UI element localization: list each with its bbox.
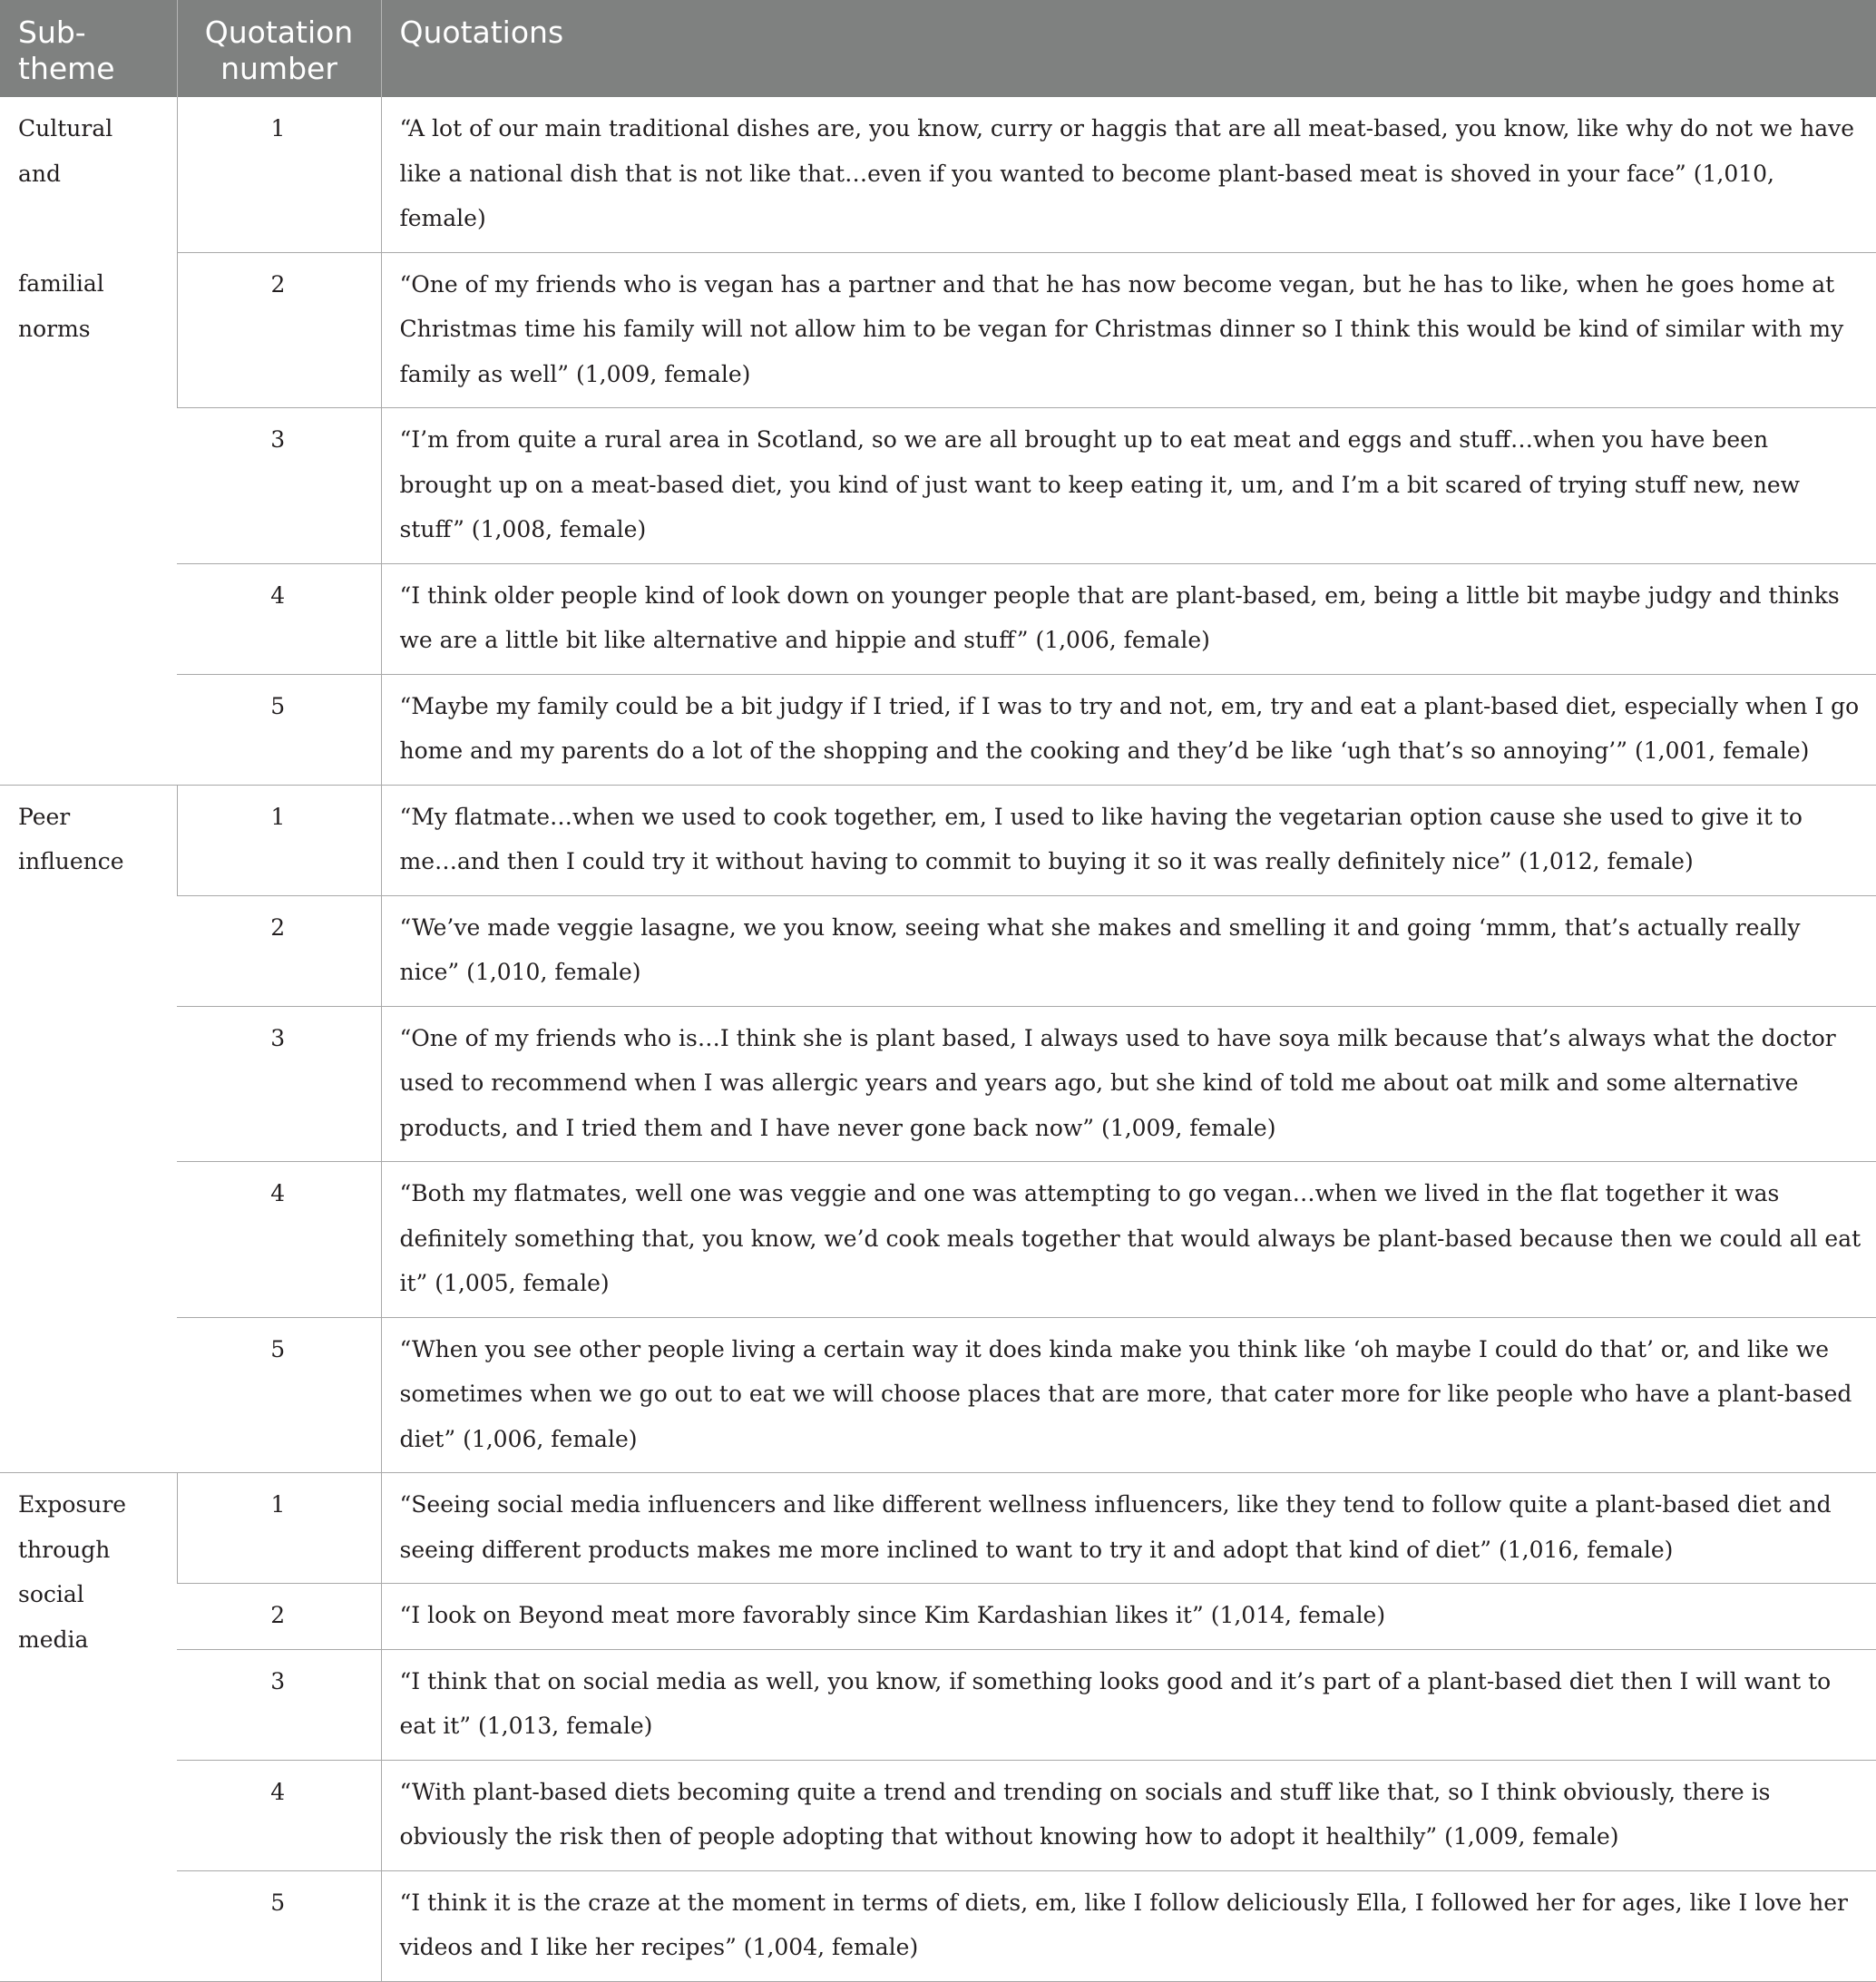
quotation-number-cell: 2 bbox=[177, 252, 381, 408]
quotation-cell: “One of my friends who is…I think she is plant based, I always used to have soya milk because that’s always what the doctor used to recommend when I was allergic years and years ago, but she kind of told me about oat milk and some alternative products, and I tried them and I have never gone back now” (1,009, female) bbox=[381, 1006, 1876, 1162]
table-row bbox=[0, 674, 1876, 785]
quotation-number-cell: 1 bbox=[177, 97, 381, 252]
table-row bbox=[0, 1870, 1876, 1981]
subtheme-cell: Exposure through social media bbox=[0, 1473, 177, 1982]
quotation-number-cell: 4 bbox=[177, 1162, 381, 1318]
header-quotation-number-label: Quotation number bbox=[204, 15, 354, 86]
quotation-number-cell: 3 bbox=[177, 1006, 381, 1162]
table-row bbox=[0, 1584, 1876, 1650]
quotation-number-cell: 5 bbox=[177, 1317, 381, 1473]
quotation-cell: “A lot of our main traditional dishes are, you know, curry or haggis that are all meat-based, you know, like why do not we have like a national dish that is not like that…even if you wanted to become plant-based meat is shoved in your face” (1,010, female) bbox=[381, 97, 1876, 252]
table-body bbox=[0, 97, 1876, 1981]
quotation-cell: “I think that on social media as well, you know, if something looks good and it’s part of a plant-based diet then I will want to eat it” (1,013, female) bbox=[381, 1649, 1876, 1760]
table-row bbox=[0, 563, 1876, 674]
table-row bbox=[0, 1760, 1876, 1870]
quotation-cell: “My flatmate…when we used to cook together, em, I used to like having the vegetarian option cause she used to give it to me…and then I could try it without having to commit to buying it so it was really definitely nice” (1,012, female) bbox=[381, 785, 1876, 895]
header-subtheme bbox=[0, 0, 177, 97]
subtheme-cell: Cultural and bbox=[18, 115, 113, 187]
header-subtheme-label: Sub- theme bbox=[18, 15, 115, 86]
table-row bbox=[0, 895, 1876, 1006]
table-row bbox=[0, 1006, 1876, 1162]
header-row bbox=[0, 0, 1876, 97]
quotation-cell: “I’m from quite a rural area in Scotland, so we are all brought up to eat meat and eggs and stuff…when you have been brought up on a meat-based diet, you kind of just want to keep eating it, um, and I’m a bit scared of trying stuff new, new stuff” (1,008, female) bbox=[381, 408, 1876, 564]
quotation-cell: “I think it is the craze at the moment in terms of diets, em, like I follow deliciously Ella, I followed her for ages, like I love her videos and I like her recipes” (1,004, female) bbox=[381, 1870, 1876, 1981]
quotation-number-cell: 1 bbox=[177, 785, 381, 895]
quotation-cell: “Both my flatmates, well one was veggie and one was attempting to go vegan…when we lived in the flat together it was definitely something that, you know, we’d cook meals together that would always be plant-based because then we could all eat it” (1,005, female) bbox=[381, 1162, 1876, 1318]
quotation-cell: “Maybe my family could be a bit judgy if I tried, if I was to try and not, em, try and eat a plant-based diet, especially when I go home and my parents do a lot of the shopping and the cooking and they’d be like ‘ugh that’s so annoying’” (1,001, female) bbox=[381, 674, 1876, 785]
table-row bbox=[0, 1649, 1876, 1760]
quotation-cell: “I look on Beyond meat more favorably since Kim Kardashian likes it” (1,014, female) bbox=[381, 1584, 1876, 1650]
header-quotation-number bbox=[177, 0, 381, 97]
quotation-cell: “Seeing social media influencers and like different wellness influencers, like they tend to follow quite a plant-based diet and seeing different products makes me more inclined to want to try it and adopt that kind of diet” (1,016, female) bbox=[381, 1473, 1876, 1584]
quotation-number-cell: 4 bbox=[177, 1760, 381, 1870]
table-row bbox=[0, 408, 1876, 564]
header-quotations bbox=[381, 0, 1876, 97]
quotation-number-cell: 2 bbox=[177, 1584, 381, 1650]
quotation-cell: “I think older people kind of look down on younger people that are plant-based, em, being a little bit maybe judgy and thinks we are a little bit like alternative and hippie and stuff” (1,006, female) bbox=[381, 563, 1876, 674]
quotation-number-cell: 2 bbox=[177, 895, 381, 1006]
subtheme-cell: familial norms bbox=[0, 252, 177, 785]
header-quotations-label: Quotations bbox=[399, 15, 564, 50]
table-header bbox=[0, 0, 1876, 97]
quotation-number-cell: 1 bbox=[177, 1473, 381, 1584]
quotation-number-cell: 3 bbox=[177, 408, 381, 564]
table-row bbox=[0, 1317, 1876, 1473]
quotation-cell: “With plant-based diets becoming quite a trend and trending on socials and stuff like that, so I think obviously, there is obviously the risk then of people adopting that without knowing how to adopt it healthily” (1,009, female) bbox=[381, 1760, 1876, 1870]
quotation-number-cell: 4 bbox=[177, 563, 381, 674]
table-row bbox=[0, 1473, 1876, 1584]
quotation-cell: “One of my friends who is vegan has a partner and that he has now become vegan, but he has to like, when he goes home at Christmas time his family will not allow him to be vegan for Christmas dinner so I think this would be kind of similar with my family as well” (1,009, female) bbox=[381, 252, 1876, 408]
quotation-number-cell: 3 bbox=[177, 1649, 381, 1760]
table-row bbox=[0, 1162, 1876, 1318]
table-row bbox=[0, 97, 1876, 252]
quotation-number-cell: 5 bbox=[177, 1870, 381, 1981]
quotation-cell: “We’ve made veggie lasagne, we you know, seeing what she makes and smelling it and going ‘mmm, that’s actually really nice” (1,010, female) bbox=[381, 895, 1876, 1006]
subtheme-cell: Peer influence bbox=[0, 785, 177, 1473]
table-row bbox=[0, 785, 1876, 895]
table-row bbox=[0, 252, 1876, 408]
quotation-cell: “When you see other people living a certain way it does kinda make you think like ‘oh maybe I could do that’ or, and like we sometimes when we go out to eat we will choose places that are more, that cater more for like people who have a plant-based diet” (1,006, female) bbox=[381, 1317, 1876, 1473]
quotation-number-cell: 5 bbox=[177, 674, 381, 785]
